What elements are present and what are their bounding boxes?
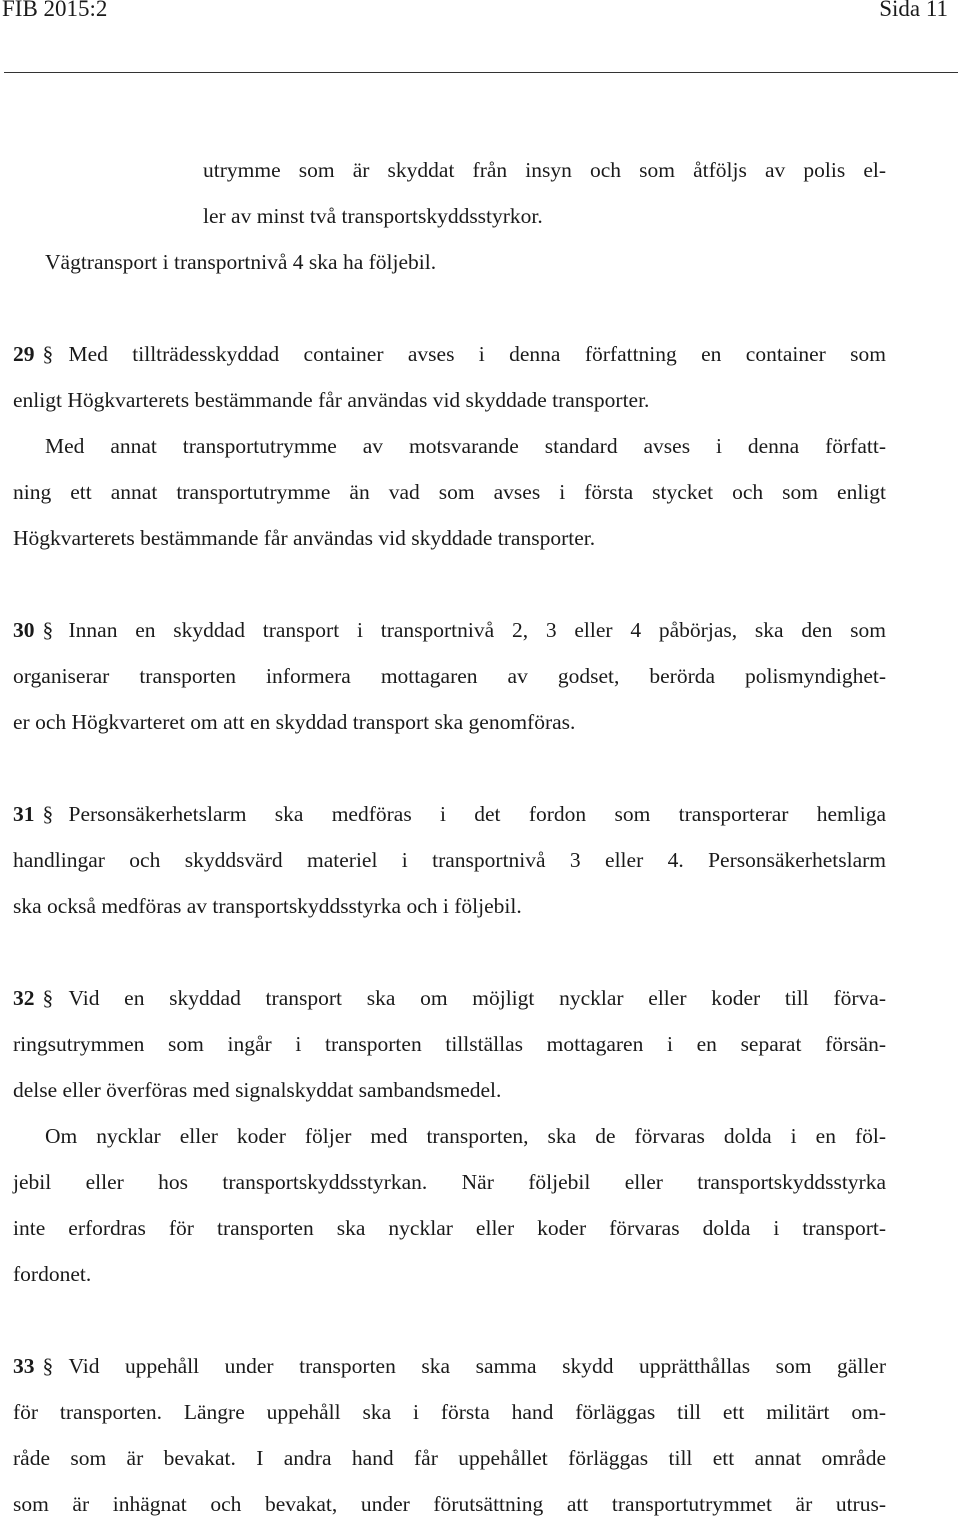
paragraph-gap [13,929,886,975]
text-line: handlingar och skyddsvärd materiel i transportnivå 3 eller 4. Personsäkerhetslarm [13,848,886,872]
page-header [0,0,960,40]
intro-block [13,147,886,285]
section-symbol: § [42,986,54,1010]
text-line: inte erfordras för transporten ska nycklar eller koder förvaras dolda i transport- [13,1216,886,1240]
section-first-line [13,975,886,1021]
section-number: 30 [13,618,35,642]
text-line: ning ett annat transportutrymme än vad som avses i första stycket och som enligt [13,480,886,504]
section-number: 33 [13,1354,35,1378]
document-body [13,147,886,1527]
text-line: som är inhägnat och bevakat, under förutsättning att transportutrymmet är utrus- [13,1492,886,1516]
text-line: Vid en skyddad transport ska om möjligt nycklar eller koder till förva- [68,986,886,1010]
text-line: Personsäkerhetslarm ska medföras i det fordon som transporterar hemliga [68,802,886,826]
text-line: utrymme som är skyddat från insyn och som åtföljs av polis el- [203,158,886,182]
text-line: jebil eller hos transportskyddsstyrkan. När följebil eller transportskyddsstyrka [13,1170,886,1194]
text-line: ler av minst två transportskyddsstyrkor. [203,204,543,228]
text-line: Högkvarterets bestämmande får användas vid skyddade transporter. [13,526,596,550]
text-line: ringsutrymmen som ingår i transporten tillställas mottagaren i en separat försän- [13,1032,886,1056]
section-first-line [13,1343,886,1389]
section-31 [13,791,886,929]
document-id: FIB 2015:2 [2,0,108,21]
section-first-line [13,607,886,653]
section-first-line [13,331,886,377]
section-33 [13,1343,886,1527]
text-line: Vägtransport i transportnivå 4 ska ha följebil. [45,250,437,274]
text-line: råde som är bevakat. I andra hand får uppehållet förläggas till ett annat område [13,1446,886,1470]
text-line: Med annat transportutrymme av motsvarande standard avses i denna författ- [45,434,886,458]
section-29 [13,331,886,561]
text-line: organiserar transporten informera mottagaren av godset, berörda polismyndighet- [13,664,886,688]
text-line: er och Högkvarteret om att en skyddad transport ska genomföras. [13,710,576,734]
section-symbol: § [42,802,54,826]
text-line: Vid uppehåll under transporten ska samma skydd upprätthållas som gäller [68,1354,886,1378]
page-number: Sida 11 [879,0,948,21]
section-number: 32 [13,986,35,1010]
paragraph-gap [13,561,886,607]
section-number: 31 [13,802,35,826]
text-line: delse eller överföras med signalskyddat sambandsmedel. [13,1078,502,1102]
text-line: Med tillträdesskyddad container avses i denna författning en container som [68,342,886,366]
text-line: ska också medföras av transportskyddsstyrka och i följebil. [13,894,522,918]
text-line: Om nycklar eller koder följer med transporten, ska de förvaras dolda i en föl- [45,1124,886,1148]
paragraph-gap [13,285,886,331]
section-symbol: § [42,618,54,642]
section-first-line [13,791,886,837]
section-symbol: § [42,342,54,366]
paragraph-gap [13,1297,886,1343]
section-number: 29 [13,342,35,366]
section-32 [13,975,886,1297]
section-symbol: § [42,1354,54,1378]
header-divider [4,72,958,73]
paragraph-gap [13,745,886,791]
section-30 [13,607,886,745]
text-line: Innan en skyddad transport i transportnivå 2, 3 eller 4 påbörjas, ska den som [68,618,886,642]
text-line: för transporten. Längre uppehåll ska i första hand förläggas till ett militärt om- [13,1400,886,1424]
text-line: enligt Högkvarterets bestämmande får användas vid skyddade transporter. [13,388,650,412]
text-line: fordonet. [13,1262,92,1286]
